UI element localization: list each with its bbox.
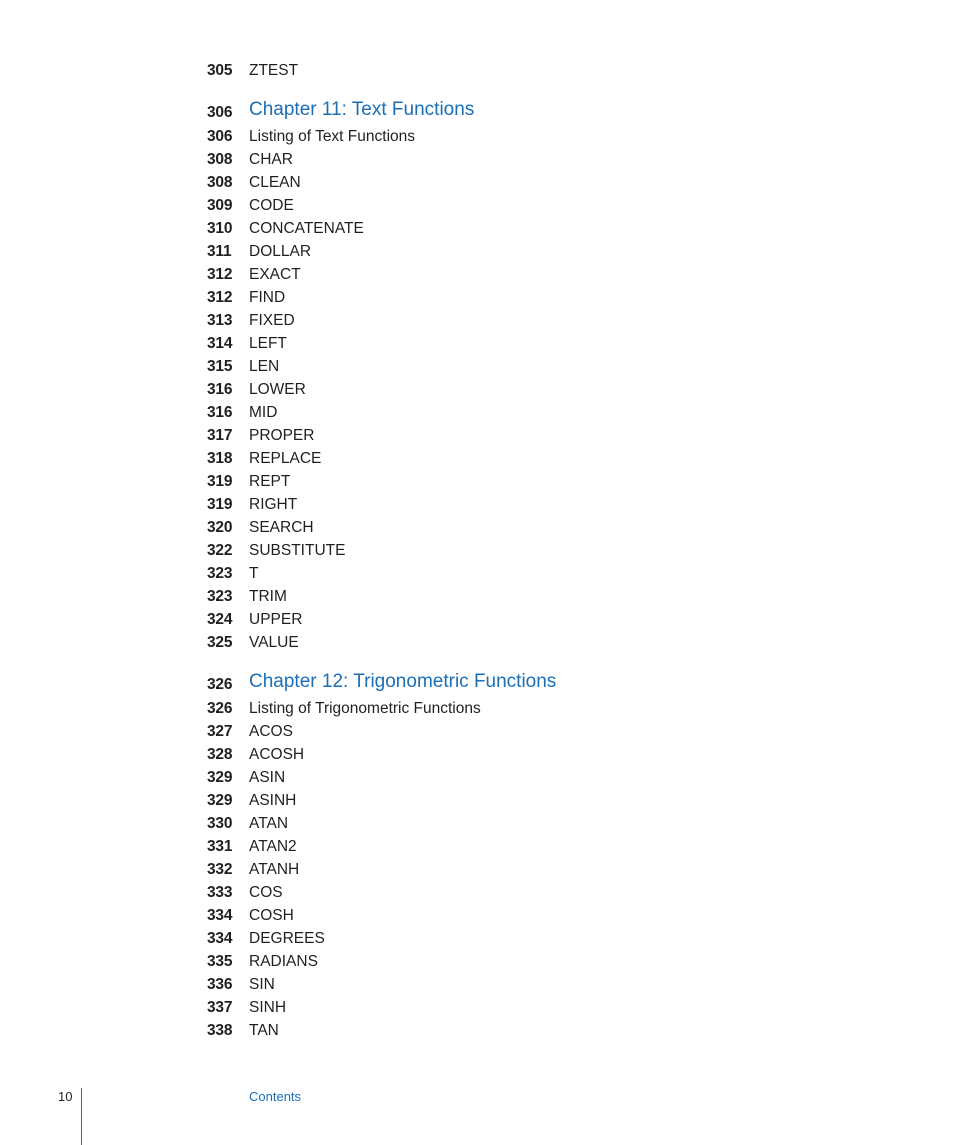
toc-entry-title: REPLACE xyxy=(249,450,322,467)
toc-entry-title: LEN xyxy=(249,358,280,375)
toc-entry-title: ACOS xyxy=(249,723,293,740)
toc-page-number: 318 xyxy=(207,450,233,467)
toc-entry-title: UPPER xyxy=(249,611,303,628)
toc-entry-title: Listing of Trigonometric Functions xyxy=(249,700,481,717)
toc-page-number: 336 xyxy=(207,976,233,993)
toc-page-number: 324 xyxy=(207,611,233,628)
toc-page-number: 323 xyxy=(207,588,233,605)
toc-page-number: 333 xyxy=(207,884,233,901)
toc-entry-title: SIN xyxy=(249,976,275,993)
toc-entry[interactable] xyxy=(0,59,700,82)
toc-entry[interactable] xyxy=(0,401,700,424)
toc-entry[interactable] xyxy=(0,516,700,539)
toc-entry-title: ASIN xyxy=(249,769,286,786)
toc-entry-title: SEARCH xyxy=(249,519,314,536)
toc-entry-title: TAN xyxy=(249,1022,279,1039)
toc-page-number: 323 xyxy=(207,565,233,582)
toc-entry-title: ACOSH xyxy=(249,746,305,763)
toc-entry[interactable] xyxy=(0,240,700,263)
toc-entry-title: COSH xyxy=(249,907,294,924)
toc-page-number: 316 xyxy=(207,404,233,421)
toc-entry[interactable] xyxy=(0,881,700,904)
toc-entry[interactable] xyxy=(0,812,700,835)
toc-page-number: 334 xyxy=(207,907,233,924)
toc-page-number: 314 xyxy=(207,335,233,352)
toc-entry[interactable] xyxy=(0,585,700,608)
toc-entry[interactable] xyxy=(0,378,700,401)
toc-entry[interactable] xyxy=(0,263,700,286)
toc-page-number: 309 xyxy=(207,197,233,214)
toc-entry[interactable] xyxy=(0,608,700,631)
toc-entry-title: ASINH xyxy=(249,792,297,809)
toc-page-number: 312 xyxy=(207,289,233,306)
toc-entry[interactable] xyxy=(0,631,700,654)
toc-entry-title: TRIM xyxy=(249,588,287,605)
toc-page-number: 315 xyxy=(207,358,233,375)
toc-entry-title: PROPER xyxy=(249,427,315,444)
toc-chapter-title: Chapter 11: Text Functions xyxy=(249,99,475,120)
toc-entry[interactable] xyxy=(0,286,700,309)
toc-entry[interactable] xyxy=(0,858,700,881)
toc-entry[interactable] xyxy=(0,125,700,148)
toc-entry-title: CONCATENATE xyxy=(249,220,364,237)
toc-entry[interactable] xyxy=(0,309,700,332)
toc-entry-title: RADIANS xyxy=(249,953,318,970)
toc-entry[interactable] xyxy=(0,996,700,1019)
toc-entry-title: ATANH xyxy=(249,861,300,878)
toc-entry-title: Listing of Text Functions xyxy=(249,128,415,145)
toc-page-number: 313 xyxy=(207,312,233,329)
toc-entry-title: ZTEST xyxy=(249,62,299,79)
toc-entry[interactable] xyxy=(0,720,700,743)
toc-entry-title: REPT xyxy=(249,473,291,490)
toc-entry[interactable] xyxy=(0,697,700,720)
toc-entry[interactable] xyxy=(0,447,700,470)
toc-entry-title: LOWER xyxy=(249,381,306,398)
toc-entry-title: ATAN2 xyxy=(249,838,297,855)
toc-entry[interactable] xyxy=(0,950,700,973)
footer-page-number: 10 xyxy=(58,1089,73,1104)
toc-entry-title: CLEAN xyxy=(249,174,301,191)
toc-page-number: 327 xyxy=(207,723,233,740)
toc-page-number: 325 xyxy=(207,634,233,651)
toc-page-number: 308 xyxy=(207,151,233,168)
toc-entry[interactable] xyxy=(0,835,700,858)
toc-entry[interactable] xyxy=(0,766,700,789)
toc-entry[interactable] xyxy=(0,904,700,927)
toc-page-number: 306 xyxy=(207,128,233,145)
toc-page-number: 331 xyxy=(207,838,233,855)
toc-page-number: 319 xyxy=(207,473,233,490)
toc-entry[interactable] xyxy=(0,1019,700,1042)
toc-page-number: 320 xyxy=(207,519,233,536)
toc-entry-title: SINH xyxy=(249,999,287,1016)
toc-entry-title: MID xyxy=(249,404,278,421)
toc-chapter-heading[interactable] xyxy=(0,673,700,696)
toc-entry[interactable] xyxy=(0,789,700,812)
toc-page-number: 322 xyxy=(207,542,233,559)
toc-entry[interactable] xyxy=(0,217,700,240)
toc-entry[interactable] xyxy=(0,539,700,562)
toc-entry-title: RIGHT xyxy=(249,496,298,513)
toc-page-number: 338 xyxy=(207,1022,233,1039)
toc-page-number: 332 xyxy=(207,861,233,878)
toc-entry[interactable] xyxy=(0,332,700,355)
toc-entry-title: COS xyxy=(249,884,283,901)
toc-entry-title: EXACT xyxy=(249,266,301,283)
toc-page-number: 317 xyxy=(207,427,233,444)
footer-divider xyxy=(81,1088,82,1145)
toc-entry-title: ATAN xyxy=(249,815,289,832)
toc-chapter-title: Chapter 12: Trigonometric Functions xyxy=(249,671,557,692)
toc-page-number: 334 xyxy=(207,930,233,947)
toc-entry-title: LEFT xyxy=(249,335,287,352)
toc-entry[interactable] xyxy=(0,493,700,516)
toc-page-number: 335 xyxy=(207,953,233,970)
toc-entry[interactable] xyxy=(0,171,700,194)
toc-page-number: 328 xyxy=(207,746,233,763)
toc-page-number: 329 xyxy=(207,769,233,786)
toc-entry[interactable] xyxy=(0,194,700,217)
toc-entry-title: DEGREES xyxy=(249,930,325,947)
toc-page-number: 319 xyxy=(207,496,233,513)
toc-page-number: 308 xyxy=(207,174,233,191)
toc-entry-title: CODE xyxy=(249,197,294,214)
toc-entry-title: SUBSTITUTE xyxy=(249,542,346,559)
toc-page-number: 326 xyxy=(207,700,233,717)
toc-page-number: 330 xyxy=(207,815,233,832)
toc-entry-title: FIND xyxy=(249,289,286,306)
toc-page-number: 306 xyxy=(207,104,233,121)
toc-page-number: 326 xyxy=(207,676,233,693)
toc-entry[interactable] xyxy=(0,424,700,447)
toc-page-number: 305 xyxy=(207,62,233,79)
toc-entry[interactable] xyxy=(0,470,700,493)
toc-page-number: 311 xyxy=(207,243,232,260)
toc-entry-title: T xyxy=(249,565,259,582)
toc-entry[interactable] xyxy=(0,562,700,585)
toc-entry[interactable] xyxy=(0,743,700,766)
toc-entry-title: VALUE xyxy=(249,634,299,651)
toc-entry[interactable] xyxy=(0,927,700,950)
toc-entry[interactable] xyxy=(0,148,700,171)
toc-entry[interactable] xyxy=(0,973,700,996)
toc-entry-title: DOLLAR xyxy=(249,243,312,260)
toc-entry[interactable] xyxy=(0,355,700,378)
footer-section-label: Contents xyxy=(249,1089,302,1104)
toc-page-number: 316 xyxy=(207,381,233,398)
toc-page-number: 310 xyxy=(207,220,233,237)
toc-entry-title: FIXED xyxy=(249,312,295,329)
toc-page-number: 329 xyxy=(207,792,233,809)
toc-entry-title: CHAR xyxy=(249,151,293,168)
toc-page-number: 337 xyxy=(207,999,233,1016)
toc-chapter-heading[interactable] xyxy=(0,101,700,124)
toc-page-number: 312 xyxy=(207,266,233,283)
